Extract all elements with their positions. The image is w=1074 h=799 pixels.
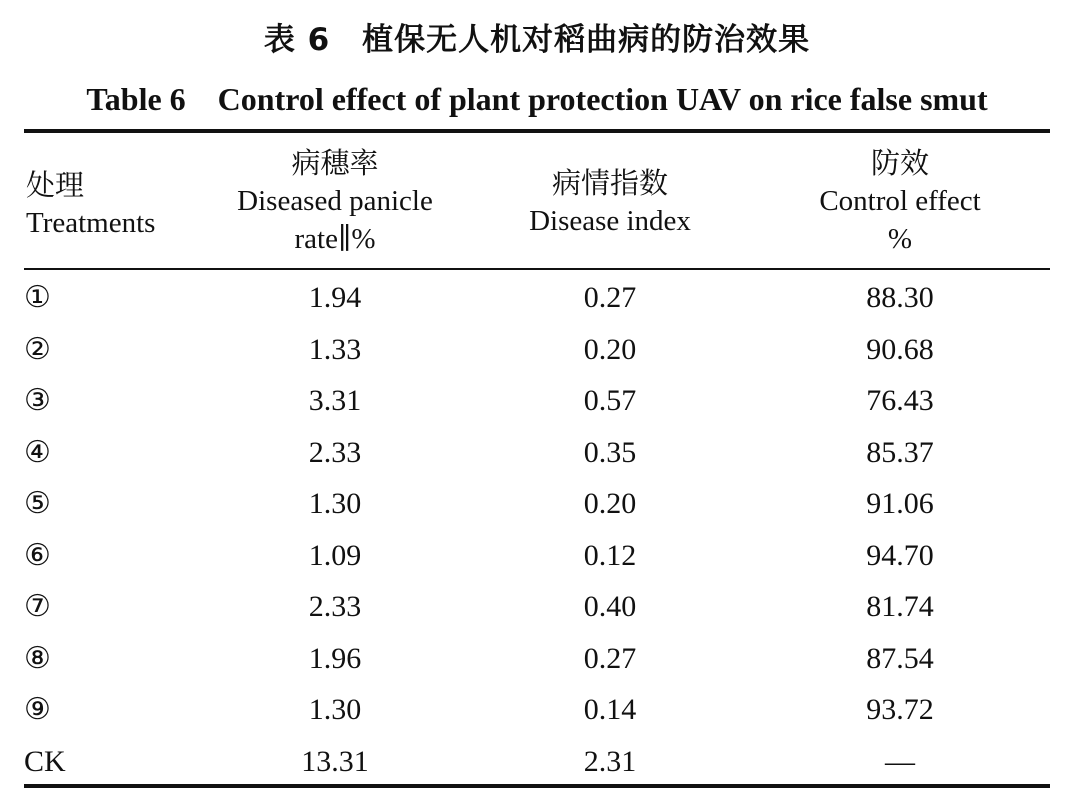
cell-control-effect: 90.68 xyxy=(866,332,934,366)
table-row xyxy=(0,272,1074,324)
cell-treatment: ⑦ xyxy=(24,590,51,623)
cell-control-effect: 85.37 xyxy=(866,435,934,469)
header-diseased-panicle-rate xyxy=(210,144,460,258)
table-caption-cn: 表 6 植保无人机对稻曲病的防治效果 xyxy=(263,22,811,58)
table-row xyxy=(0,581,1074,633)
cell-control-effect: 81.74 xyxy=(866,590,934,623)
table-row xyxy=(0,530,1074,582)
header-treatments-en: Treatments xyxy=(26,207,156,239)
header-control-effect xyxy=(780,144,1020,258)
cell-control-effect: 94.70 xyxy=(866,538,934,572)
header-control-effect-unit: % xyxy=(887,223,913,255)
cell-diseased-panicle-rate: 3.31 xyxy=(308,384,362,417)
cell-disease-index: 0.12 xyxy=(583,538,637,572)
cell-treatment: ⑧ xyxy=(24,641,51,675)
cell-treatment: ② xyxy=(24,332,51,366)
cell-treatment: ⑤ xyxy=(24,487,51,520)
cell-disease-index: 0.57 xyxy=(583,384,637,417)
header-disease-index-cn: 病情指数 xyxy=(551,166,668,200)
bottom-rule xyxy=(24,784,1050,788)
header-disease-index-en: Disease index xyxy=(529,205,691,237)
table-row xyxy=(0,427,1074,479)
cell-diseased-panicle-rate: 2.33 xyxy=(308,590,362,623)
header-diseased-panicle-rate-cn: 病穗率 xyxy=(291,146,379,180)
cell-disease-index: 0.20 xyxy=(583,487,637,520)
cell-diseased-panicle-rate: 1.30 xyxy=(308,487,362,520)
header-disease-index xyxy=(490,164,730,240)
cell-disease-index: 0.20 xyxy=(583,332,637,366)
cell-diseased-panicle-rate: 1.33 xyxy=(308,332,362,366)
header-treatments-cn: 处理 xyxy=(26,168,85,202)
table-caption-en: Table 6 Control effect of plant protection UAV on rice false smut xyxy=(86,81,988,117)
header-rule xyxy=(24,268,1050,270)
cell-diseased-panicle-rate: 13.31 xyxy=(301,744,369,778)
cell-diseased-panicle-rate: 1.96 xyxy=(308,641,362,675)
table-row xyxy=(0,478,1074,530)
header-control-effect-cn: 防效 xyxy=(870,146,929,180)
cell-treatment: ④ xyxy=(24,435,51,469)
table-row xyxy=(0,375,1074,427)
cell-disease-index: 2.31 xyxy=(583,744,637,778)
cell-diseased-panicle-rate: 1.09 xyxy=(308,538,362,572)
cell-treatment: ③ xyxy=(24,384,51,417)
cell-control-effect: 76.43 xyxy=(866,384,934,417)
cell-diseased-panicle-rate: 2.33 xyxy=(308,435,362,469)
top-rule xyxy=(24,129,1050,133)
table-row xyxy=(0,324,1074,376)
cell-treatment: ⑥ xyxy=(24,538,51,572)
header-diseased-panicle-rate-en: Diseased panicle xyxy=(237,185,433,217)
cell-control-effect: 87.54 xyxy=(866,641,934,675)
cell-control-effect: 93.72 xyxy=(866,693,934,726)
cell-disease-index: 0.14 xyxy=(583,693,637,726)
table-row xyxy=(0,633,1074,685)
cell-disease-index: 0.27 xyxy=(583,641,637,675)
cell-control-effect: — xyxy=(885,744,915,778)
cell-diseased-panicle-rate: 1.94 xyxy=(308,281,362,314)
header-diseased-panicle-rate-unit: rate∥% xyxy=(294,223,376,255)
cell-disease-index: 0.40 xyxy=(583,590,637,623)
cell-treatment: ⑨ xyxy=(24,693,51,726)
cell-treatment: ① xyxy=(24,281,51,314)
cell-treatment: CK xyxy=(24,744,66,778)
cell-diseased-panicle-rate: 1.30 xyxy=(308,693,362,726)
header-control-effect-en: Control effect xyxy=(819,185,981,217)
cell-control-effect: 88.30 xyxy=(866,281,934,314)
cell-disease-index: 0.35 xyxy=(583,435,637,469)
cell-disease-index: 0.27 xyxy=(583,281,637,314)
cell-control-effect: 91.06 xyxy=(866,487,934,520)
table-row xyxy=(0,684,1074,736)
header-treatments xyxy=(26,166,155,242)
table-row xyxy=(0,736,1074,788)
